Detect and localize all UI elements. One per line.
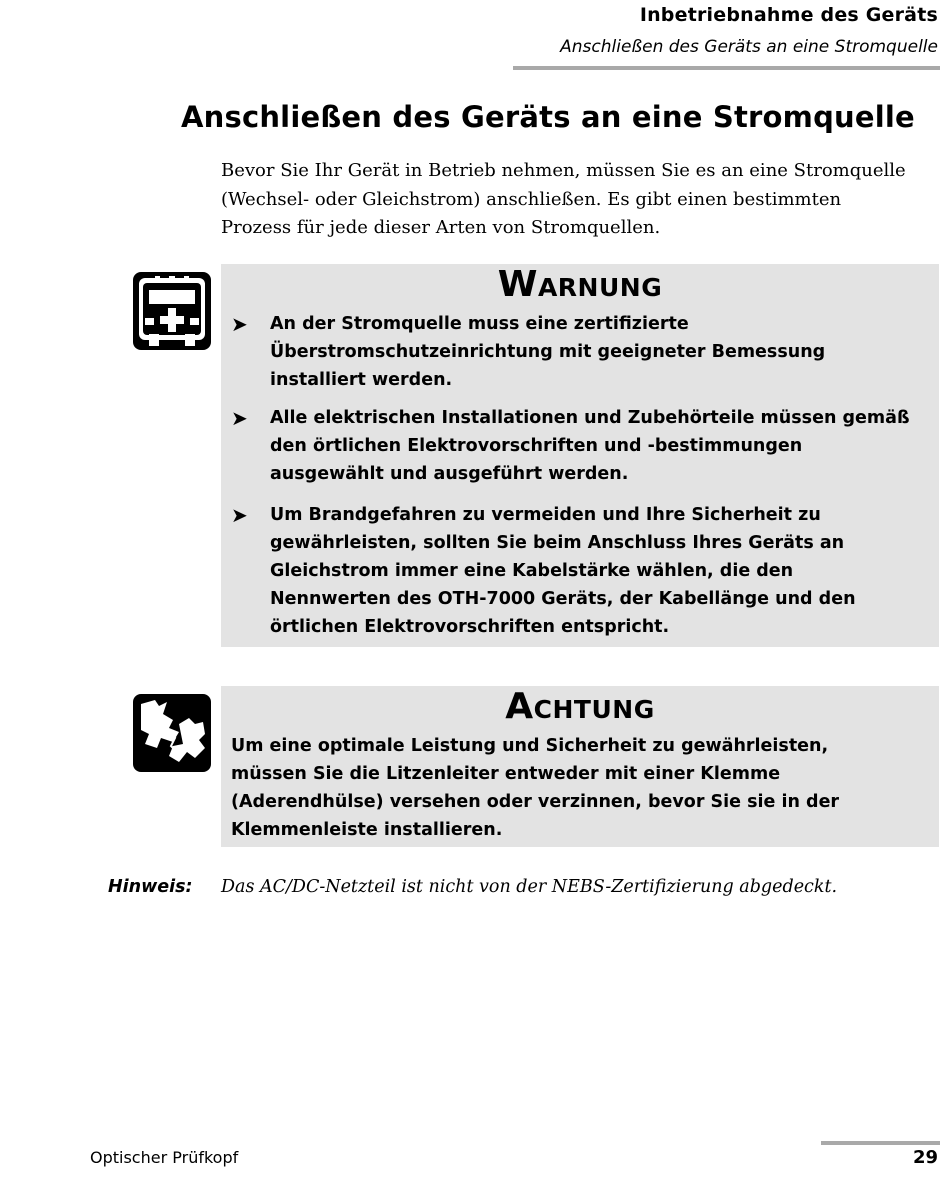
caution-line: müssen Sie die Litzenleiter entweder mit einer Klemme (231, 764, 781, 784)
warning-item-line: örtlichen Elektrovorschriften entspricht. (270, 617, 670, 637)
caution-line: (Aderendhülse) versehen oder verzinnen, bevor Sie sie in der (231, 792, 840, 812)
note-text: Das AC/DC-Netzteil ist nicht von der NEBS-Zertifizierung abgedeckt. (221, 877, 838, 897)
caution-box (221, 686, 939, 847)
intro-line: (Wechsel- oder Gleichstrom) anschließen. Es gibt einen bestimmten (221, 188, 842, 210)
warning-item-line: gewährleisten, sollten Sie beim Anschluss Ihres Geräts an (270, 533, 845, 553)
warning-item-line: ausgewählt und ausgeführt werden. (270, 464, 629, 484)
warning-item-line: Gleichstrom immer eine Kabelstärke wählen, die den (270, 561, 794, 581)
page-number: 29 (912, 1147, 938, 1168)
caution-heading: Achtung (505, 686, 655, 727)
intro-line: Prozess für jede dieser Arten von Stromquellen. (221, 217, 661, 238)
footer-rule (821, 1141, 940, 1145)
bullet-arrow-icon: ➤ (231, 312, 248, 336)
warning-item-line: Nennwerten des OTH-7000 Geräts, der Kabellänge und den (270, 589, 856, 609)
header-rule (513, 66, 940, 70)
running-header-chapter: Inbetriebnahme des Geräts (639, 4, 938, 26)
running-header-section: Anschließen des Geräts an eine Stromquelle (560, 37, 938, 57)
broken-gear-caution-icon (133, 694, 211, 772)
warning-box (221, 264, 939, 647)
warning-item-line: den örtlichen Elektrovorschriften und -bestimmungen (270, 436, 803, 456)
bullet-arrow-icon: ➤ (231, 503, 248, 527)
warning-item-line: Um Brandgefahren zu vermeiden und Ihre Sicherheit zu (270, 505, 821, 525)
ambulance-warning-icon (133, 272, 211, 350)
caution-line: Klemmenleiste installieren. (231, 820, 503, 840)
warning-item-line: An der Stromquelle muss eine zertifizierte (270, 314, 689, 334)
intro-paragraph (221, 157, 941, 243)
warning-heading: Warnung (497, 264, 663, 305)
caution-line: Um eine optimale Leistung und Sicherheit zu gewährleisten, (231, 736, 829, 756)
intro-line: Bevor Sie Ihr Gerät in Betrieb nehmen, müssen Sie es an eine Stromquelle (221, 160, 906, 181)
warning-item-line: Überstromschutzeinrichtung mit geeigneter Bemessung (270, 342, 826, 362)
caution-text (231, 732, 931, 844)
warning-item-line: Alle elektrischen Installationen und Zubehörteile müssen gemäß (270, 408, 910, 428)
page-title: Anschließen des Geräts an eine Stromquelle (181, 100, 915, 134)
bullet-arrow-icon: ➤ (231, 406, 248, 430)
note-label: Hinweis: (108, 877, 193, 897)
footer-product: Optischer Prüfkopf (90, 1148, 239, 1167)
warning-item-line: installiert werden. (270, 370, 453, 390)
